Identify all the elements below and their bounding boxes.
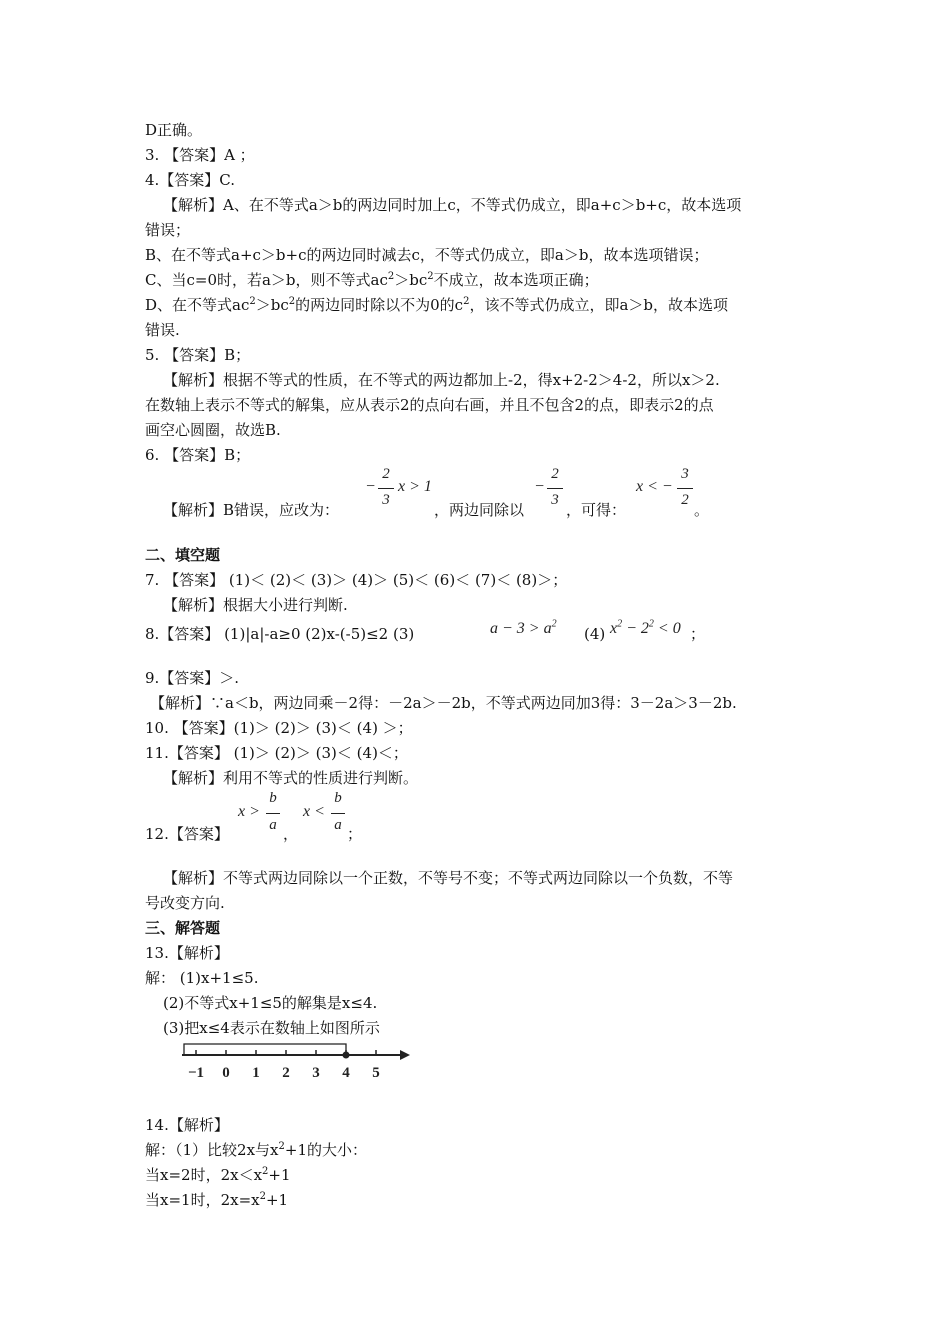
solution-14-case-x1 [145,1190,288,1210]
text-line [145,295,728,315]
math-expression: x < [303,803,325,820]
math-span: < 0 [653,620,681,637]
superscript: 2 [427,271,434,282]
number-line-tick-label: 5 [372,1065,380,1081]
answer-8: 8.【答案】 (1)|a|-a≥0 (2)x-(-5)≤2 (3) [145,625,415,643]
fraction-b-over-a [331,790,345,838]
fraction-numerator: 2 [382,466,390,482]
text-span: +1 [265,1191,289,1209]
section-heading-solutions: 三、解答题 [145,919,221,937]
answer-12: 12.【答案】 [145,825,229,843]
number-line-arrow [400,1050,410,1060]
fraction-denominator: 2 [681,492,689,508]
text-line: B、在不等式a+c＞b+c的两边同时减去c，不等式仍成立，即a＞b，故本选项错误； [145,246,709,264]
number-line-tick-label: 2 [282,1065,290,1081]
math-expression [490,620,557,638]
text-span: 不成立，故本选项正确； [433,271,599,289]
solution-bracket [184,1044,346,1055]
text-span: D、在不等式ac [145,296,250,314]
analysis-9: 【解析】∵a＜b，两边同乘－2得：－2a＞－2b，不等式两边同加3得：3－2a＞3－2b. [150,694,737,712]
superscript: 2 [249,296,256,307]
section-heading-fill-in: 二、填空题 [145,546,221,564]
semicolon: ； [347,825,363,843]
fraction-bar [331,813,345,814]
text-line: 号改变方向. [145,894,225,912]
text-span: +1 [268,1166,291,1184]
analysis-6-a: 【解析】B错误，应改为： [163,501,340,519]
fraction-bar [677,488,693,489]
semicolon: ； [690,625,706,643]
math-expression: x > [238,803,260,820]
text-line: 错误. [145,321,180,339]
text-line [145,270,599,290]
fraction-numerator: 3 [681,466,689,482]
superscript: 2 [259,1191,266,1202]
analysis-7: 【解析】根据大小进行判断. [163,596,348,614]
math-minus: − [534,478,545,495]
text-span: ＞bc [394,271,428,289]
fraction-three-halves [677,466,693,512]
number-line-tick-label: 4 [342,1065,350,1081]
fraction-denominator: a [334,817,342,833]
math-expression: x < − [636,478,673,495]
superscript: 2 [463,296,470,307]
analysis-14-title: 14.【解析】 [145,1116,229,1134]
math-span: a − 3 > a [490,620,552,637]
analysis-6-b: ，两边同除以 [434,501,525,519]
solution-13-part3: (3)把x≤4表示在数轴上如图所示 [163,1019,380,1037]
solution-13-part2: (2)不等式x+1≤5的解集是x≤4. [163,994,378,1012]
number-line-tick-label: 0 [222,1065,230,1081]
superscript: 2 [648,618,654,630]
analysis-5: 【解析】根据不等式的性质，在不等式的两边都加上-2，得x+2-2＞4-2，所以x＞2. [163,371,720,389]
answer-5: 5. 【答案】B； [145,346,251,364]
fraction-bar [378,488,394,489]
superscript: 2 [551,618,557,630]
text-span: 当x=2时，2x＜x [145,1166,263,1184]
text-span: 解：（1）比较2x与x [145,1141,279,1159]
superscript: 2 [387,271,395,282]
answer-10: 10. 【答案】(1)＞ (2)＞ (3)＜ (4) ＞； [145,719,413,737]
number-line-tick-label: 3 [312,1065,320,1081]
text-line: 错误； [145,221,191,239]
analysis-11: 【解析】利用不等式的性质进行判断。 [163,769,419,787]
superscript: 2 [278,1141,285,1152]
math-span: − 2 [622,620,649,637]
fraction-denominator: 3 [551,492,559,508]
number-line-tick-label: 1 [252,1065,260,1081]
analysis-13-title: 13.【解析】 [145,944,229,962]
superscript: 2 [288,296,296,307]
superscript: 2 [262,1166,269,1177]
analysis-4: 【解析】A、在不等式a＞b的两边同时加上c，不等式仍成立，即a+c＞b+c，故本选项 [163,196,742,214]
text-line: 在数轴上表示不等式的解集，应从表示2的点向右画，并且不包含2的点，即表示2的点 [145,396,714,414]
fraction-b-over-a [266,790,280,838]
comma: ， [283,825,299,843]
math-minus: − [365,478,376,495]
text-span: C、当c=0时，若a＞b，则不等式ac [145,271,388,289]
fraction-two-thirds [547,466,563,512]
solution-endpoint-dot [343,1052,349,1058]
answer-9: 9.【答案】＞. [145,669,240,687]
fraction-numerator: 2 [551,466,559,482]
number-line-figure [178,1040,418,1084]
answer-6: 6. 【答案】B； [145,446,251,464]
math-expression [610,620,681,638]
analysis-6-d: 。 [694,501,710,519]
analysis-6-c: ，可得： [566,501,627,519]
text-line: 画空心圆圈，故选B. [145,421,281,439]
answer-4: 4.【答案】C. [145,171,236,189]
math-span: x [610,620,618,637]
answer-7: 7. 【答案】 (1)＜ (2)＜ (3)＞ (4)＞ (5)＜ (6)＜ (7)＜ (8)＞； [145,571,568,589]
answer-11: 11.【答案】 (1)＞ (2)＞ (3)＜ (4)＜； [145,744,408,762]
solution-13-part1: 解： (1)x+1≤5. [145,969,259,987]
solution-14-part1 [145,1140,367,1160]
fraction-bar [547,488,563,489]
analysis-12: 【解析】不等式两边同除以一个正数，不等号不变；不等式两边同除以一个负数，不等 [163,869,734,887]
text-line: D正确。 [145,121,203,139]
number-line [178,1040,418,1084]
text-span: ，该不等式仍成立，即a＞b，故本选项 [469,296,729,314]
fraction-bar [266,813,280,814]
answer-8-part4: (4) [584,625,606,643]
fraction-two-thirds [378,466,394,512]
math-expression: x > 1 [398,478,432,495]
answer-3: 3. 【答案】A ； [145,146,255,164]
text-span: +1的大小： [284,1141,368,1159]
fraction-numerator: b [269,790,277,806]
superscript: 2 [617,618,623,630]
text-span: 当x=1时，2x=x [145,1191,260,1209]
fraction-denominator: a [269,817,277,833]
number-line-tick-label: −1 [187,1065,205,1081]
solution-14-case-x2 [145,1165,291,1185]
text-span: ＞bc [255,296,289,314]
fraction-denominator: 3 [382,492,390,508]
text-span: 的两边同时除以不为0的c [295,296,464,314]
fraction-numerator: b [334,790,342,806]
